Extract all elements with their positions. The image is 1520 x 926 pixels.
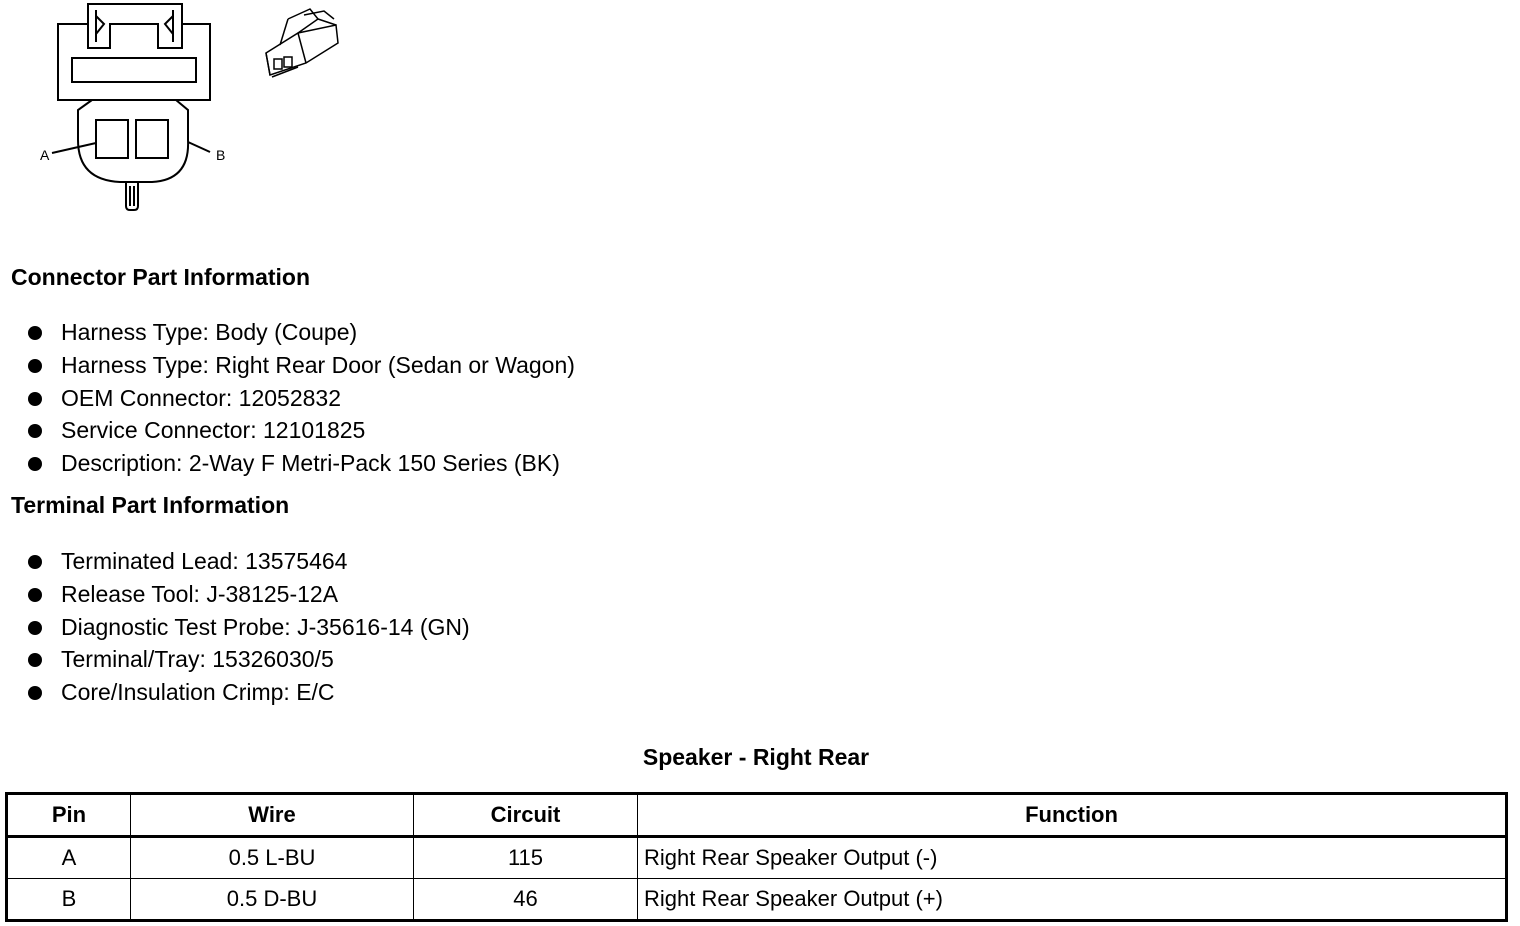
- table-row: [7, 837, 1507, 879]
- list-item: Harness Type: Body (Coupe): [28, 316, 575, 349]
- list-item: Description: 2-Way F Metri-Pack 150 Series (BK): [28, 447, 575, 480]
- list-item: Harness Type: Right Rear Door (Sedan or Wagon): [28, 349, 575, 382]
- terminal-info-list: [28, 545, 470, 709]
- cell-wire: 0.5 D-BU: [131, 879, 414, 921]
- cell-function: Right Rear Speaker Output (-): [638, 837, 1507, 879]
- list-item: OEM Connector: 12052832: [28, 382, 575, 415]
- list-item: Terminal/Tray: 15326030/5: [28, 643, 470, 676]
- list-item: Core/Insulation Crimp: E/C: [28, 676, 470, 709]
- cell-pin: A: [7, 837, 131, 879]
- connector-isometric-icon: [258, 5, 344, 87]
- table-title: Speaker - Right Rear: [642, 744, 870, 770]
- list-item: Service Connector: 12101825: [28, 414, 575, 447]
- list-item: Terminated Lead: 13575464: [28, 545, 470, 578]
- table-header-row: [7, 794, 1507, 837]
- cell-circuit: 115: [414, 837, 638, 879]
- connector-section-heading: Connector Part Information: [11, 264, 311, 290]
- cell-wire: 0.5 L-BU: [131, 837, 414, 879]
- header-pin: Pin: [7, 794, 131, 837]
- cell-pin: B: [7, 879, 131, 921]
- header-circuit: Circuit: [414, 794, 638, 837]
- cell-function: Right Rear Speaker Output (+): [638, 879, 1507, 921]
- list-item: Diagnostic Test Probe: J-35616-14 (GN): [28, 611, 470, 644]
- pinout-table: [5, 792, 1508, 922]
- list-item: Release Tool: J-38125-12A: [28, 578, 470, 611]
- cell-circuit: 46: [414, 879, 638, 921]
- header-wire: Wire: [131, 794, 414, 837]
- table-row: [7, 879, 1507, 921]
- pin-a-label: A: [40, 147, 50, 163]
- connector-face-diagram: [30, 0, 250, 215]
- header-function: Function: [638, 794, 1507, 837]
- terminal-section-heading: Terminal Part Information: [11, 492, 290, 518]
- pin-b-label: B: [216, 147, 226, 163]
- connector-info-list: [28, 316, 575, 480]
